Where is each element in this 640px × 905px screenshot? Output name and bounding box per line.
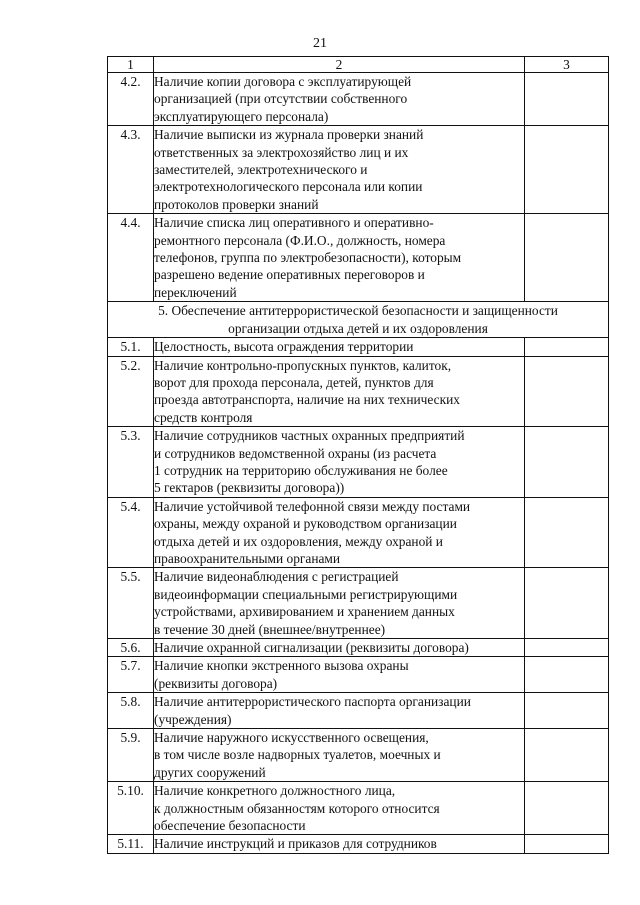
item-description-line: переключений <box>154 284 237 300</box>
table-row <box>108 427 609 498</box>
item-description-line: Наличие копии договора с эксплуатирующей <box>154 74 412 89</box>
item-mark-cell <box>525 73 609 126</box>
item-description-line: Целостность, высота ограждения территории <box>154 339 414 355</box>
item-description-line: электротехнологического персонала или копии <box>154 179 423 195</box>
section-heading <box>108 302 609 338</box>
item-number: 5.1. <box>108 338 154 356</box>
item-description-line: Наличие устойчивой телефонной связи между постами <box>154 498 471 514</box>
item-number: 5.6. <box>108 639 154 657</box>
item-description-line: Наличие кнопки экстренного вызова охраны <box>154 658 409 674</box>
item-description-line: других сооружений <box>154 764 266 780</box>
item-number: 5.7. <box>108 657 154 693</box>
item-mark-cell <box>525 729 609 782</box>
table-row <box>108 214 609 302</box>
item-description-line: (учреждения) <box>154 711 232 727</box>
item-description-line: отдыха детей и их оздоровления, между охраной и <box>154 533 443 549</box>
item-mark-cell <box>525 126 609 214</box>
item-description-line: ремонтного персонала (Ф.И.О., должность, номера <box>154 232 446 248</box>
item-description-line: Наличие списка лиц оперативного и оперативно- <box>154 215 434 231</box>
table-row <box>108 693 609 729</box>
column-header-3: 3 <box>525 57 609 73</box>
item-description-line: Наличие наружного искусственного освещения, <box>154 730 429 746</box>
table-row <box>108 338 609 356</box>
item-description-line: Наличие конкретного должностного лица, <box>154 783 396 799</box>
item-number: 5.5. <box>108 568 154 639</box>
item-number: 5.8. <box>108 693 154 729</box>
item-description-line: телефонов, группа по электробезопасности), которым <box>154 250 462 266</box>
item-number: 4.3. <box>108 126 154 214</box>
table-row <box>108 835 609 853</box>
item-description-line: и сотрудников ведомственной охраны (из расчета <box>154 445 437 461</box>
item-mark-cell <box>525 338 609 356</box>
item-description-line: устройствами, архивированием и хранением данных <box>154 604 455 620</box>
item-description-line: 1 сотрудник на территорию обслуживания не более <box>154 462 448 478</box>
table-row <box>108 782 609 835</box>
item-description-line: Наличие выписки из журнала проверки знаний <box>154 127 424 143</box>
item-description <box>154 693 525 729</box>
item-description-line: проезда автотранспорта, наличие на них технических <box>154 392 460 408</box>
item-description <box>154 657 525 693</box>
item-mark-cell <box>525 782 609 835</box>
item-description <box>154 639 525 657</box>
item-description-line: Наличие сотрудников частных охранных предприятий <box>154 428 465 444</box>
item-description-line: в том числе возле надворных туалетов, моечных и <box>154 747 441 763</box>
item-description <box>154 356 525 427</box>
item-description-line: видеоинформации специальными регистрирующими <box>154 586 458 602</box>
item-description-line: организацией (при отсутствии собственного <box>154 91 408 107</box>
column-header-1: 1 <box>108 57 154 73</box>
table-row <box>108 126 609 214</box>
item-description <box>154 729 525 782</box>
item-description <box>154 126 525 214</box>
column-header-2: 2 <box>154 57 525 73</box>
item-description <box>154 214 525 302</box>
item-description-line: Наличие инструкций и приказов для сотрудников <box>154 836 437 852</box>
section-heading-row <box>108 302 609 338</box>
table-row <box>108 568 609 639</box>
item-description-line: Наличие видеонаблюдения с регистрацией <box>154 569 399 585</box>
item-mark-cell <box>525 639 609 657</box>
section-heading-line: организации отдыха детей и их оздоровления <box>228 320 488 336</box>
item-description <box>154 568 525 639</box>
item-mark-cell <box>525 427 609 498</box>
inspection-checklist-table <box>107 56 609 854</box>
item-description-line: правоохранительными органами <box>154 550 341 566</box>
item-description-line: ответственных за электрохозяйство лиц и их <box>154 144 409 160</box>
item-description-line: Наличие антитеррористического паспорта организации <box>154 694 471 710</box>
item-number: 5.4. <box>108 497 154 568</box>
item-description-line: ворот для прохода персонала, детей, пунктов для <box>154 374 434 390</box>
item-number: 5.9. <box>108 729 154 782</box>
item-description-line: охраны, между охраной и руководством организации <box>154 516 457 532</box>
item-description-line: Наличие контрольно-пропускных пунктов, калиток, <box>154 357 452 373</box>
item-number: 5.3. <box>108 427 154 498</box>
item-number: 4.4. <box>108 214 154 302</box>
item-description-line: средств контроля <box>154 409 253 425</box>
item-mark-cell <box>525 835 609 853</box>
item-number: 5.10. <box>108 782 154 835</box>
item-number: 4.2. <box>108 73 154 126</box>
table-row <box>108 729 609 782</box>
page-number: 21 <box>313 36 327 51</box>
item-description <box>154 338 525 356</box>
item-number: 5.11. <box>108 835 154 853</box>
table-row <box>108 639 609 657</box>
item-description-line: протоколов проверки знаний <box>154 196 319 212</box>
item-number: 5.2. <box>108 356 154 427</box>
item-description <box>154 427 525 498</box>
item-mark-cell <box>525 356 609 427</box>
item-description-line: (реквизиты договора) <box>154 675 278 691</box>
table-row <box>108 356 609 427</box>
item-description-line: заместителей, электротехнического и <box>154 162 368 178</box>
table-row <box>108 73 609 126</box>
item-mark-cell <box>525 214 609 302</box>
item-mark-cell <box>525 497 609 568</box>
item-description-line: Наличие охранной сигнализации (реквизиты договора) <box>154 640 469 655</box>
table-row <box>108 657 609 693</box>
item-description-line: разрешено ведение оперативных переговоров и <box>154 267 425 283</box>
item-description <box>154 73 525 126</box>
item-description <box>154 782 525 835</box>
item-description <box>154 835 525 853</box>
item-description-line: эксплуатирующего персонала) <box>154 108 329 124</box>
section-heading-line: 5. Обеспечение антитеррористической безопасности и защищенности <box>158 303 558 319</box>
item-description-line: к должностным обязанностям которого относится <box>154 800 440 816</box>
item-description <box>154 497 525 568</box>
item-description-line: 5 гектаров (реквизиты договора)) <box>154 480 345 496</box>
item-description-line: в течение 30 дней (внешнее/внутреннее) <box>154 621 386 637</box>
item-mark-cell <box>525 657 609 693</box>
item-mark-cell <box>525 693 609 729</box>
table-row <box>108 497 609 568</box>
table-header-row <box>108 57 609 73</box>
item-description-line: обеспечение безопасности <box>154 818 306 834</box>
item-mark-cell <box>525 568 609 639</box>
